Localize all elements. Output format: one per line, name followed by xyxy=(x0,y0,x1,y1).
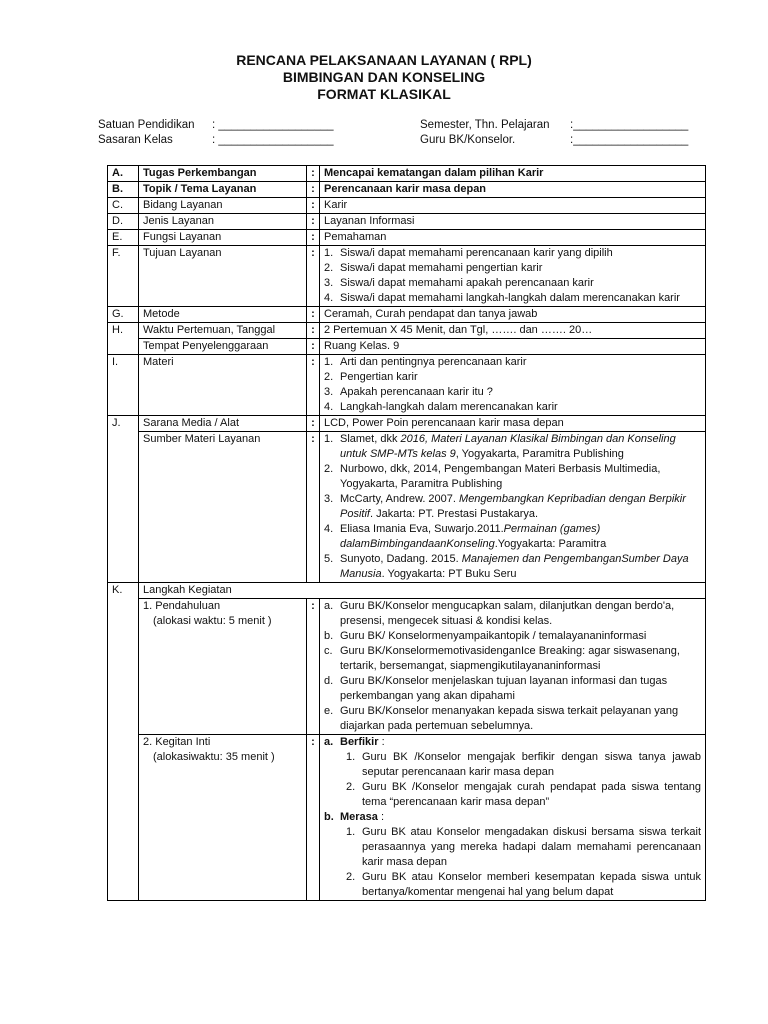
row-code: J. xyxy=(108,416,139,583)
list-item: 1. Arti dan pentingnya perencanaan karir xyxy=(324,356,527,368)
table-row xyxy=(108,246,706,307)
row-value: Mencapai kematangan dalam pilihan Karir xyxy=(320,166,706,182)
inti-cell xyxy=(139,735,307,901)
list-item: 1. Siswa/i dapat memahami perencanaan karir yang dipilih xyxy=(324,247,613,259)
row-colon: : xyxy=(307,166,320,182)
row-colon: : xyxy=(307,323,320,339)
table-row xyxy=(108,166,706,182)
list-item: b. Guru BK/ Konselormenyampaikantopik / temalayananinformasi xyxy=(324,630,647,642)
row-value: LCD, Power Poin perencanaan karir masa depan xyxy=(320,416,706,432)
inti-label: 2. Kegitan Inti xyxy=(143,736,211,748)
row-code: G. xyxy=(108,307,139,323)
row-label: Langkah Kegiatan xyxy=(139,583,706,599)
table-row xyxy=(108,339,706,355)
inti-alloc: (alokasiwaktu: 35 menit ) xyxy=(153,751,275,763)
list-item: 4. Eliasa Imania Eva, Suwarjo.2011.Permainan (games) dalamBimbingandaanKonseling.Yogyakarta: Paramitra xyxy=(324,523,607,550)
doc-title-line2: BIMBINGAN DAN KONSELING xyxy=(282,69,486,85)
row-code: C. xyxy=(108,198,139,214)
row-label: Sumber Materi Layanan xyxy=(139,432,307,583)
materi-list xyxy=(320,355,706,416)
table-row xyxy=(108,355,706,416)
list-item: 1. Slamet, dkk 2016, Materi Layanan Klasikal Bimbingan dan Konseling untuk SMP-MTs kelas 9, Yogyakarta, Paramitra Publishing xyxy=(324,433,676,460)
row-code: D. xyxy=(108,214,139,230)
berfikir-heading: a. Berfikir : xyxy=(324,736,385,748)
row-code: B. xyxy=(108,182,139,198)
sasaran-value: : __________________ xyxy=(212,134,334,146)
table-row xyxy=(108,182,706,198)
table-row xyxy=(108,432,706,583)
pendahuluan-alloc: (alokasi waktu: 5 menit ) xyxy=(153,615,272,627)
list-item: a. Guru BK/Konselor mengucapkan salam, dilanjutkan dengan berdo'a, presensi, mengecek situasi & kondisi kelas. xyxy=(324,600,675,627)
row-colon: : xyxy=(307,339,320,355)
sasaran-label: Sasaran Kelas xyxy=(98,134,173,146)
row-code: E. xyxy=(108,230,139,246)
row-value: Pemahaman xyxy=(320,230,706,246)
row-label: Jenis Layanan xyxy=(139,214,307,230)
table-row xyxy=(108,599,706,735)
row-label: Fungsi Layanan xyxy=(139,230,307,246)
row-value: Karir xyxy=(320,198,706,214)
rpl-table xyxy=(107,165,706,901)
row-label: Sarana Media / Alat xyxy=(139,416,307,432)
row-label: Materi xyxy=(139,355,307,416)
row-value: Ceramah, Curah pendapat dan tanya jawab xyxy=(320,307,706,323)
row-label: Topik / Tema Layanan xyxy=(139,182,307,198)
list-item: 1. Guru BK /Konselor mengajak berfikir dengan siswa tanya jawab seputar perencanaan karir masa depan xyxy=(346,751,701,778)
list-item: 2. Guru BK atau Konselor memberi kesempatan kepada siswa untuk bertanya/komentar mengenai hal yang belum dapat xyxy=(346,871,701,898)
list-item: 3. Siswa/i dapat memahami apakah perencanaan karir xyxy=(324,277,594,289)
sumber-list xyxy=(320,432,706,583)
row-colon: : xyxy=(307,182,320,198)
row-colon: : xyxy=(307,735,320,901)
row-colon: : xyxy=(307,416,320,432)
list-item: c. Guru BK/KonselormemotivasidenganIce Breaking: agar siswasenang, tertarik, bersemangat, siapmengikutilayananinformasi xyxy=(324,645,680,672)
empty-cell xyxy=(108,599,139,735)
pendahuluan-list xyxy=(320,599,706,735)
list-item: e. Guru BK/Konselor menanyakan kepada siswa terkait pelayanan yang diajarkan pada pertemuan sebelumnya. xyxy=(324,705,679,732)
satuan-value: : __________________ xyxy=(212,119,334,131)
tujuan-list xyxy=(320,246,706,307)
table-row xyxy=(108,198,706,214)
row-colon: : xyxy=(307,355,320,416)
list-item: 4. Siswa/i dapat memahami langkah-langkah dalam merencanakan karir xyxy=(324,292,680,304)
guru-label: Guru BK/Konselor. xyxy=(420,134,516,146)
table-row xyxy=(108,214,706,230)
row-colon: : xyxy=(307,246,320,307)
row-colon: : xyxy=(307,198,320,214)
row-value: Perencanaan karir masa depan xyxy=(320,182,706,198)
list-item: 4. Langkah-langkah dalam merencanakan karir xyxy=(324,401,558,413)
semester-value: :__________________ xyxy=(570,119,689,131)
table-row xyxy=(108,323,706,339)
list-item: 5. Sunyoto, Dadang. 2015. Manajemen dan PengembanganSumber Daya Manusia. Yogyakarta: PT Buku Seru xyxy=(324,553,689,580)
row-code: F. xyxy=(108,246,139,307)
row-label: Bidang Layanan xyxy=(139,198,307,214)
row-code: H. xyxy=(108,323,139,355)
guru-value: :__________________ xyxy=(570,134,689,146)
row-label: Tujuan Layanan xyxy=(139,246,307,307)
row-label: Tempat Penyelenggaraan xyxy=(139,339,307,355)
inti-list xyxy=(320,735,706,901)
table-row xyxy=(108,583,706,599)
row-colon: : xyxy=(307,599,320,735)
row-colon: : xyxy=(307,307,320,323)
pendahuluan-label: 1. Pendahuluan xyxy=(143,600,221,612)
row-label: Waktu Pertemuan, Tanggal xyxy=(139,323,307,339)
list-item: d. Guru BK/Konselor menjelaskan tujuan layanan informasi dan tugas perkembangan yang akan dipahami xyxy=(324,675,668,702)
doc-title-line1: RENCANA PELAKSANAAN LAYANAN ( RPL) xyxy=(236,52,532,68)
row-value: 2 Pertemuan X 45 Menit, dan Tgl, ……. dan ……. 20… xyxy=(320,323,706,339)
doc-title-line3: FORMAT KLASIKAL xyxy=(317,86,451,102)
row-label: Metode xyxy=(139,307,307,323)
list-item: 2. Nurbowo, dkk, 2014, Pengembangan Materi Berbasis Multimedia, Yogyakarta, Paramitra Publishing xyxy=(324,463,661,490)
semester-label: Semester, Thn. Pelajaran xyxy=(420,119,550,131)
list-item: 2. Siswa/i dapat memahami pengertian karir xyxy=(324,262,543,274)
row-code: A. xyxy=(108,166,139,182)
table-row xyxy=(108,416,706,432)
row-value: Layanan Informasi xyxy=(320,214,706,230)
merasa-heading: b. Merasa : xyxy=(324,811,385,823)
empty-cell xyxy=(108,735,139,901)
row-label: Tugas Perkembangan xyxy=(139,166,307,182)
table-row xyxy=(108,307,706,323)
table-row xyxy=(108,735,706,901)
row-colon: : xyxy=(307,230,320,246)
row-colon: : xyxy=(307,432,320,583)
list-item: 2. Pengertian karir xyxy=(324,371,418,383)
list-item: 3. Apakah perencanaan karir itu ? xyxy=(324,386,493,398)
row-code: K. xyxy=(108,583,139,599)
list-item: 1. Guru BK atau Konselor mengadakan diskusi bersama siswa terkait perasaannya yang mereka hadapi dalam memahami perencanaan karir masa depan xyxy=(346,826,701,868)
row-colon: : xyxy=(307,214,320,230)
pendahuluan-cell xyxy=(139,599,307,735)
table-row xyxy=(108,230,706,246)
row-value: Ruang Kelas. 9 xyxy=(320,339,706,355)
list-item: 2. Guru BK /Konselor mengajak curah pendapat pada siswa tentang tema “perencanaan karir masa depan” xyxy=(346,781,701,808)
satuan-label: Satuan Pendidikan xyxy=(98,119,195,131)
row-code: I. xyxy=(108,355,139,416)
list-item: 3. McCarty, Andrew. 2007. Mengembangkan Kepribadian dengan Berpikir Positif. Jakarta: PT. Prestasi Pustakarya. xyxy=(324,493,686,520)
